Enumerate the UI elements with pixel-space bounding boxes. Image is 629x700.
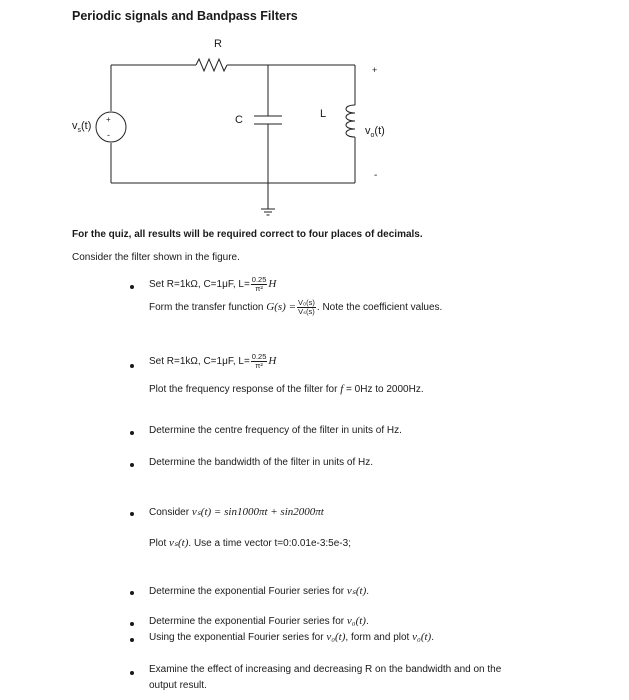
item-1-transfer: Form the transfer function G(s) = $\frac{\text{V₀(s)}}{\text{Vₛ(s)}}$ . Note the coefficient values. <box>149 298 443 316</box>
bullet <box>130 431 134 435</box>
resistor-symbol <box>196 59 227 71</box>
item-1-set: Set R=1kΩ, C=1μF, L= $\frac{0.25}{\text{π²}}$ H <box>149 275 277 293</box>
item-8: Using the exponential Fourier series for v₀(t), form and plot v₀(t). <box>149 631 434 643</box>
bullet <box>130 622 134 626</box>
item-5: Consider vₛ(t) = sin1000πt + sin2000πt <box>149 506 324 518</box>
source-plus: + <box>106 115 111 124</box>
inductor-label: L <box>320 108 327 120</box>
item-4: Determine the bandwidth of the filter in units of Hz. <box>149 457 374 468</box>
item-7: Determine the exponential Fourier series for v₀(t). <box>149 615 369 627</box>
bullet <box>130 463 134 467</box>
bullet <box>130 671 134 675</box>
resistor-label: R <box>214 38 222 50</box>
circuit-diagram <box>0 0 629 230</box>
bullet <box>130 364 134 368</box>
output-label: $v_o(t)$ <box>365 125 385 140</box>
item-9-line-1: Examine the effect of increasing and decreasing R on the bandwidth and on the <box>149 664 502 675</box>
voltage-source-symbol <box>96 112 126 142</box>
intro-text: Consider the filter shown in the figure. <box>72 252 240 263</box>
source-label: $v_s(t)$ <box>72 120 92 135</box>
page-title: Periodic signals and Bandpass Filters <box>72 9 298 23</box>
bullet <box>130 512 134 516</box>
output-plus-sign: + <box>372 65 378 75</box>
item-9-line-2: output result. <box>149 680 207 691</box>
bullet <box>130 638 134 642</box>
item-5-plot: Plot vₛ(t). Use a time vector t=0:0.01e-3:5e-3; <box>149 537 351 549</box>
bullet <box>130 591 134 595</box>
source-minus: - <box>107 130 110 140</box>
output-minus-sign: - <box>374 170 378 181</box>
inductor-symbol <box>346 105 355 137</box>
bullet <box>130 285 134 289</box>
item-3: Determine the centre frequency of the filter in units of Hz. <box>149 425 402 436</box>
intro-bold: For the quiz, all results will be required correct to four places of decimals. <box>72 229 423 240</box>
item-6: Determine the exponential Fourier series for vₛ(t). <box>149 585 370 597</box>
item-2-set: Set R=1kΩ, C=1μF, L= $\frac{0.25}{\text{π²}}$ H <box>149 352 277 370</box>
capacitor-label: C <box>235 114 243 126</box>
item-2-plot: Plot the frequency response of the filter for f = 0Hz to 2000Hz. <box>149 383 424 395</box>
